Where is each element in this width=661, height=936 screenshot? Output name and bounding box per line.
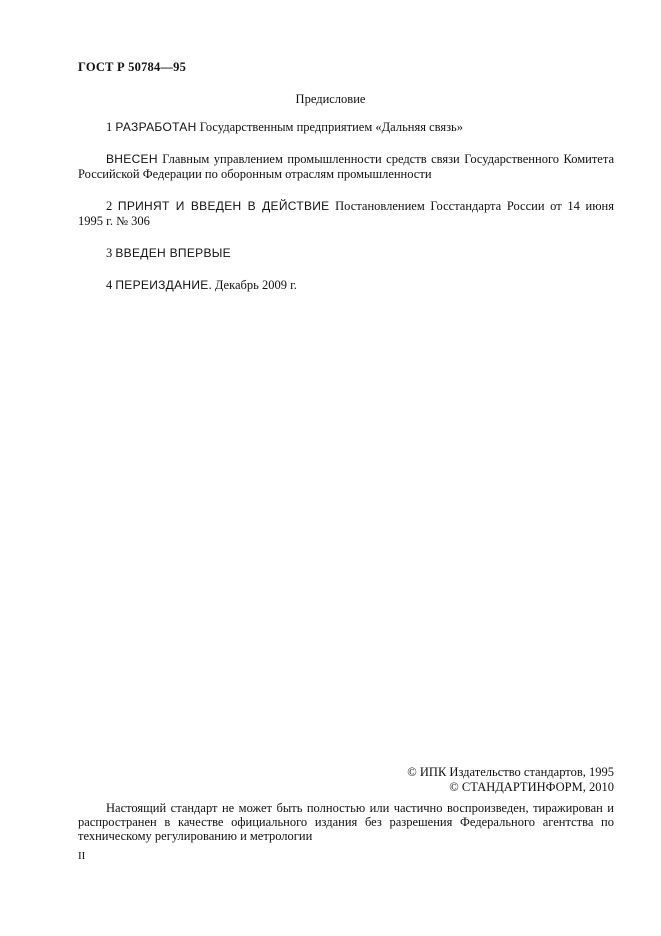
item-caps-label: ВНЕСЕН [106,152,158,166]
foreword-content [78,120,614,310]
foreword-item-4 [78,278,614,293]
item-text: . Декабрь 2009 г. [208,278,297,292]
item-caps-label: РАЗРАБОТАН [115,120,197,134]
item-number: 1 [106,120,113,134]
reproduction-notice: Настоящий стандарт не может быть полностью или частично воспроизведен, тиражирован и распространен в качестве официального издания без разрешения Федерального агентства по техническому регулированию и метрологии [78,801,614,843]
copyright-line-1: © ИПК Издательство стандартов, 1995 [407,765,614,779]
item-number: 2 [106,199,113,213]
item-text: Государственным предприятием «Дальняя связь» [196,120,464,134]
page-number: II [78,850,86,862]
foreword-title: Предисловие [295,92,366,106]
standard-code: ГОСТ Р 50784—95 [78,60,187,74]
foreword-item-2 [78,199,614,229]
foreword-item-1 [78,120,614,135]
item-caps-label: ПРИНЯТ И ВВЕДЕН В ДЕЙСТВИЕ [117,199,330,213]
foreword-item-3 [78,246,614,261]
foreword-item-submitted [78,152,614,182]
item-text: Главным управлением промышленности средств связи Государственного Комитета Российской Федерации по оборонным отраслям промышленности [78,152,614,181]
copyright-block [407,765,614,795]
item-text: Постановлением Госстандарта России от 14 июня 1995 г. № 306 [78,199,614,228]
item-number: 4 [106,278,113,292]
copyright-line-2: © СТАНДАРТИНФОРМ, 2010 [449,780,614,794]
item-number: 3 [106,246,113,260]
item-caps-label: ПЕРЕИЗДАНИЕ [115,278,209,292]
item-caps-label: ВВЕДЕН ВПЕРВЫЕ [115,246,231,260]
